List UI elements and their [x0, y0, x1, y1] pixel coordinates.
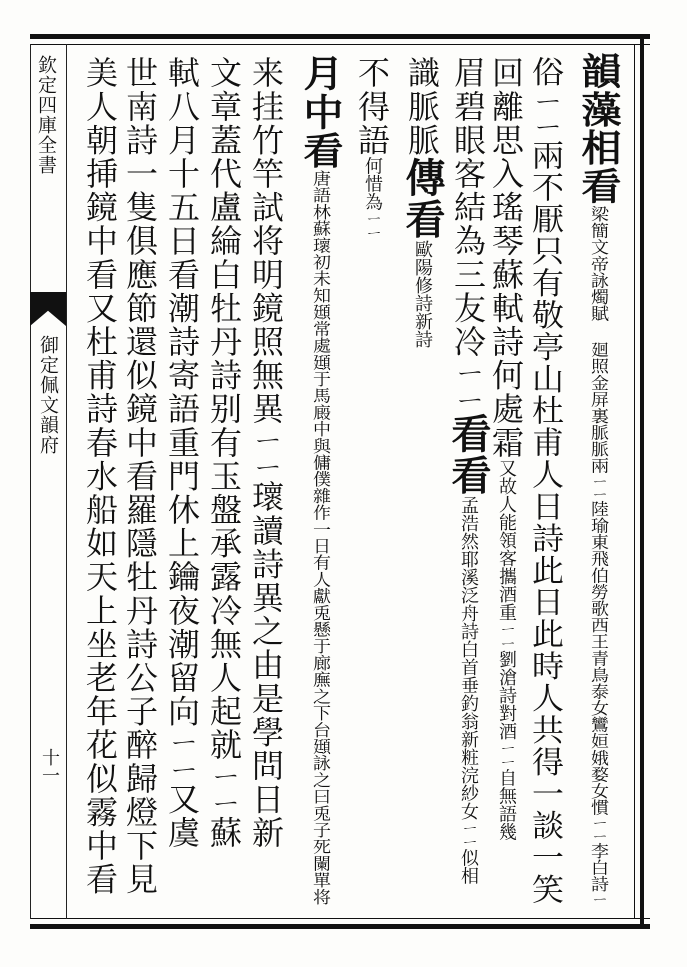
text-column-1	[575, 52, 622, 906]
entry-note: 梁簡文帝詠燭賦 廻照金屏裏脈脈兩ㄧㄧ陸瑜東飛伯勞歌西王青鳥泰女鸞姮娥婺女慣ㄧㄧ李白詩ㄧ	[588, 205, 609, 906]
folio-number: 十一	[39, 748, 60, 784]
text-column-9	[205, 56, 243, 850]
frame-top-rule	[30, 34, 650, 39]
text-column-12	[81, 56, 119, 896]
frame-right-rule	[640, 34, 644, 929]
entry-heading: 傳看	[399, 156, 446, 241]
frame-top-thin-rule	[30, 44, 650, 45]
text-column-3	[487, 56, 525, 841]
text-column-5	[399, 56, 446, 349]
column-text: 世南詩一隻俱應節還似鏡中看羅隱牡丹詩公子醉歸燈下見	[121, 56, 159, 896]
text-column-11	[121, 56, 159, 896]
column-text: 回離思入瑤琴蘇軾詩何處霜	[487, 56, 525, 460]
text-column-8	[247, 56, 285, 850]
text-column-10	[163, 56, 201, 850]
margin-book-title: 御定佩文韻府	[37, 335, 59, 455]
entry-note: 歐陽修詩新詩	[412, 240, 433, 349]
entry-heading: 看看	[445, 412, 492, 497]
text-column-6	[353, 56, 391, 240]
entry-heading: 韻藻相看	[575, 52, 622, 206]
frame-right-thin-rule	[634, 44, 635, 919]
column-text: 軾八月十五日看潮詩寄語重門休上鑰夜潮留向ㄧㄧ又虞	[163, 56, 201, 850]
frame-bottom-rule	[30, 924, 650, 929]
text-column-4	[445, 56, 492, 885]
margin-left-rule	[30, 44, 31, 919]
column-text: 文章蓋代盧綸白牡丹詩别有玉盤承露冷無人起就ㄧㄧ蘇	[205, 56, 243, 850]
fishtail-marker-icon	[30, 292, 66, 326]
column-text: 眉碧眼客結為三友冷ㄧㄧ	[449, 56, 487, 413]
column-text: 美人朝挿鏡中看又杜甫詩春水船如天上坐老年花似霧中看	[81, 56, 119, 896]
column-text: 俗ㄧㄧ兩不厭只有敬亭山杜甫人日詩此日此時人共得一談一笑	[527, 56, 565, 906]
text-column-2	[527, 56, 565, 906]
text-column-7	[297, 54, 344, 905]
column-text: 識脈脈	[403, 56, 441, 157]
column-text: 来挂竹竿試将明鏡照無異ㄧㄧ瓌讀詩異之由是學問日新	[247, 56, 285, 850]
entry-note: 孟浩然耶溪泛舟詩白首垂釣翁新粧浣紗女ㄧㄧ似相	[458, 496, 479, 885]
entry-note: 何惜為ㄧㄧ	[362, 156, 383, 240]
frame-bottom-thin-rule	[30, 918, 650, 919]
entry-note: 唐語林蘇瓌初未知頲常處頲于馬廄中與傭僕雜作一日有人獻兎懸于廊廡之下台頲詠之曰兎子死闌單将	[310, 169, 331, 905]
margin-top-title: 欽定四庫全書	[35, 55, 57, 175]
entry-heading: 月中看	[297, 54, 344, 170]
margin-right-rule	[66, 44, 67, 919]
entry-note: 又故人能領客攜酒重ㄧㄧ劉滄詩對酒ㄧㄧ自無語幾	[496, 459, 517, 841]
column-text: 不得語	[353, 56, 391, 157]
